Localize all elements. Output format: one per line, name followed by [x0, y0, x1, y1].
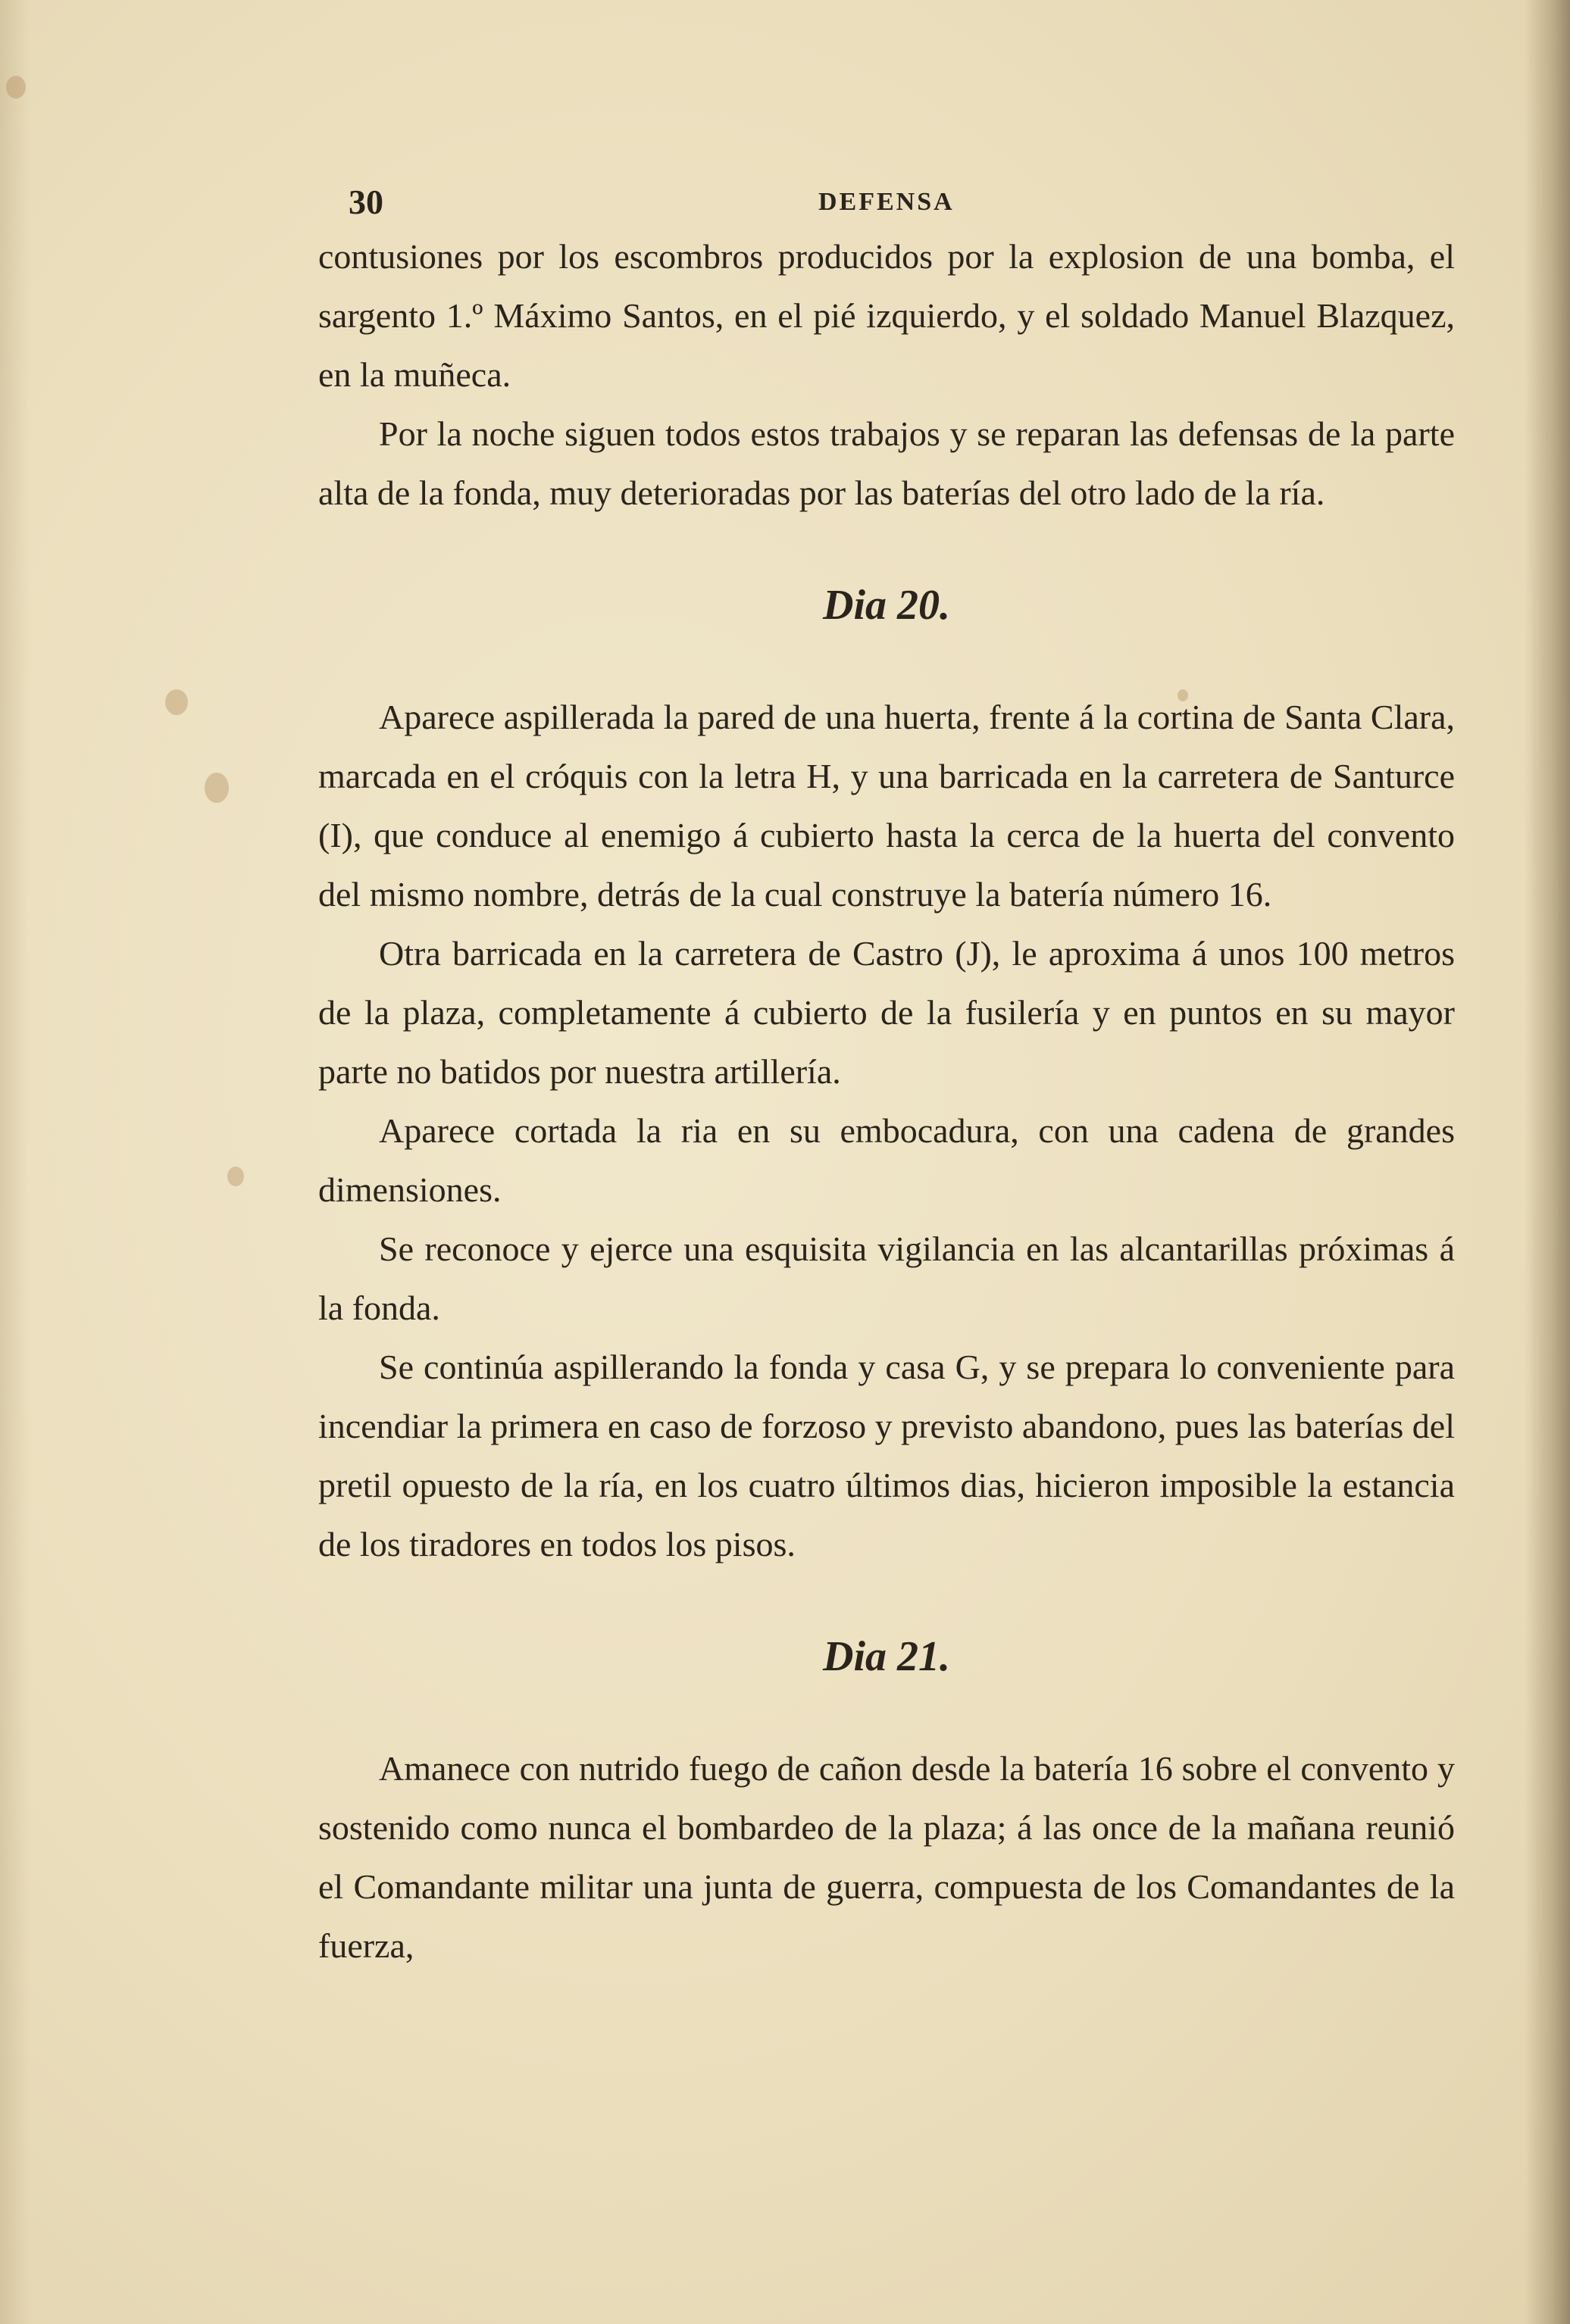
paragraph: Se continúa aspillerando la fonda y casa G, y se prepara lo conveniente para incendiar la primera en caso de forzoso y previsto abandono, pues las baterías del pretil opuesto de la ría, en los cuatro últimos dias, hicieron imposible la estancia de los tiradores en todos los pisos.	[318, 1348, 1455, 1563]
section-heading-dia-21: Dia 21.	[823, 1633, 950, 1680]
body-text	[318, 227, 1455, 1976]
section-heading-dia-20: Dia 20.	[823, 582, 950, 629]
foxing-spot	[165, 689, 188, 715]
running-head: DEFENSA	[818, 188, 955, 216]
page-left-edge	[0, 0, 30, 2324]
paragraph: Aparece cortada la ria en su embocadura, con una cadena de grandes dimensiones.	[318, 1111, 1455, 1209]
foxing-spot	[205, 773, 229, 803]
paragraph: Otra barricada en la carretera de Castro (J), le aproxima á unos 100 metros de la plaza, completamente á cubierto de la fusilería y en puntos en su mayor parte no batidos por nuestra artillería.	[318, 934, 1455, 1091]
page-number: 30	[349, 183, 383, 221]
paragraph: Por la noche siguen todos estos trabajos y se reparan las defensas de la parte alta de la fonda, muy deterioradas por las baterías del otro lado de la ría.	[318, 414, 1455, 512]
paragraph: Aparece aspillerada la pared de una huerta, frente á la cortina de Santa Clara, marcada en el cróquis con la letra H, y una barricada en la carretera de Santurce (I), que conduce al enemigo á cubierto hasta la cerca de la huerta del convento del mismo nombre, detrás de la cual construye la batería número 16.	[318, 698, 1455, 914]
paragraph: Amanece con nutrido fuego de cañon desde la batería 16 sobre el convento y sostenido como nunca el bombardeo de la plaza; á las once de la mañana reunió el Comandante militar una junta de guerra, compuesta de los Comandantes de la fuerza,	[318, 1749, 1455, 1965]
page-header	[318, 182, 1455, 227]
foxing-spot	[6, 76, 26, 98]
foxing-spot	[227, 1167, 244, 1186]
paragraph: contusiones por los escombros producidos por la explosion de una bomba, el sargento 1.º Máximo Santos, en el pié izquierdo, y el soldado Manuel Blazquez, en la muñeca.	[318, 237, 1455, 394]
paragraph: Se reconoce y ejerce una esquisita vigilancia en las alcantarillas próximas á la fonda.	[318, 1229, 1455, 1327]
page-gutter-shadow	[1525, 0, 1570, 2324]
